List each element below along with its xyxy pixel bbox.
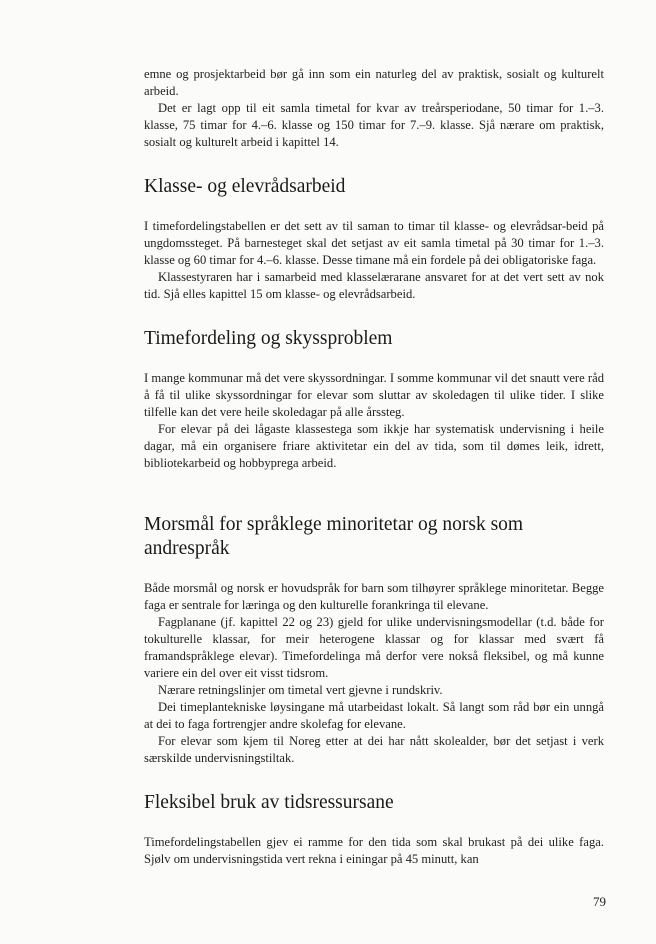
page-number: 79: [593, 894, 606, 909]
morsmal-paragraph-3: Nærare retningslinjer om timetal vert gjevne i rundskriv.: [158, 683, 443, 697]
intro-paragraph-1: emne og prosjektarbeid bør gå inn som ein naturleg del av praktisk, sosialt og kulturelt arbeid.: [144, 67, 604, 98]
klasse-paragraph-2: Klassestyraren har i samarbeid med klasselærarane ansvaret for at det vert sett av nok tid. Sjå elles kapittel 15 om klasse- og elevrådsarbeid.: [144, 270, 604, 301]
skyss-paragraph-1: I mange kommunar må det vere skyssordningar. I somme kommunar vil det snautt vere råd å få til ulike skyssordningar for elevar som sluttar av skoledagen til ulike tider. I slike tilfelle kan det vere heile skoledagar på alle årssteg.: [144, 371, 604, 419]
morsmal-paragraph-2: Fagplanane (jf. kapittel 22 og 23) gjeld for ulike undervisningsmodellar (t.d. både for tokulturelle klassar, for meir heterogene klassar og for klassar med svært få framandspråklege elevar). Timefordelinga må derfor vere nokså fleksibel, og må kunne variere ein del over eit visst tidsrom.: [144, 615, 604, 680]
intro-paragraph-2: Det er lagt opp til eit samla timetal for kvar av treårsperiodane, 50 timar for 1.–3. klasse, 75 timar for 4.–6. klasse og 150 timar for 7.–9. klasse. Sjå nærare om praktisk, sosialt og kulturelt arbeid i kapittel 14.: [144, 101, 604, 149]
section-heading-klasse: Klasse- og elevrådsarbeid: [144, 176, 346, 197]
morsmal-paragraph-1: Både morsmål og norsk er hovudspråk for barn som tilhøyrer språklege minoritetar. Begge faga er sentrale for læringa og den kulturelle forankringa til elevane.: [144, 581, 604, 612]
fleksibel-paragraph-1: Timefordelingstabellen gjev ei ramme for den tida som skal brukast på dei ulike faga. Sjølv om undervisningstida vert rekna i einingar på 45 minutt, kan: [144, 835, 604, 866]
section-heading-morsmal: Morsmål for språklege minoritetar og norsk som andrespråk: [144, 514, 524, 559]
section-heading-fleksibel: Fleksibel bruk av tidsressursane: [144, 792, 394, 813]
section-heading-skyss: Timefordeling og skyssproblem: [144, 328, 393, 349]
page-body: [144, 66, 604, 868]
klasse-paragraph-1: I timefordelingstabellen er det sett av til saman to timar til klasse- og elevrådsar-beid på ungdomssteget. På barnesteget skal det setjast av eit samla timetal på 30 timar for 1.–3. klasse og 60 timar for 4.–6. klasse. Desse timane må ein fordele på dei obligatoriske faga.: [144, 219, 604, 267]
skyss-paragraph-2: For elevar på dei lågaste klassestega som ikkje har systematisk undervisning i heile dagar, må ein organisere friare aktivitetar ein del av tida, som til dømes leik, idrett, bibliotekarbeid og hobbyprega arbeid.: [144, 422, 604, 470]
morsmal-paragraph-5: For elevar som kjem til Noreg etter at dei har nått skolealder, bør det setjast i verk særskilde undervisningstiltak.: [144, 734, 604, 765]
morsmal-paragraph-4: Dei timeplantekniske løysingane må utarbeidast lokalt. Så langt som råd bør ein unngå at dei to faga fortrengjer andre skolefag for elevane.: [144, 700, 604, 731]
